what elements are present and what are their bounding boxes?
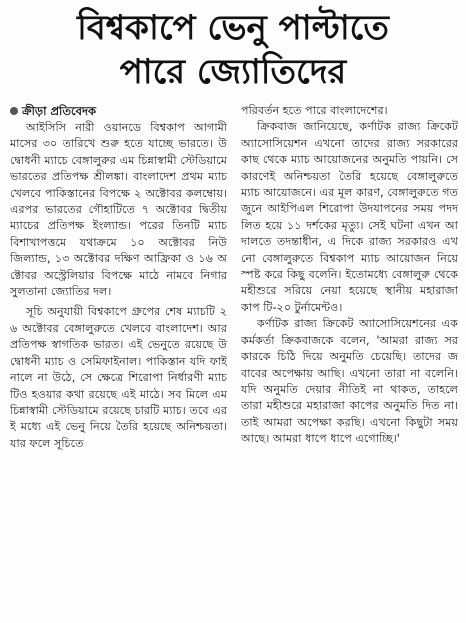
left-column	[10, 103, 227, 617]
byline	[10, 103, 227, 119]
headline-line-1: বিশ্বকাপে ভেনু পাল্টাতে	[77, 8, 389, 48]
article-body	[10, 103, 458, 617]
paragraph: কর্ণাটক রাজ্য ক্রিকেট অ্যাসোসিয়েশনের এক কর্মকর্তা ক্রিকবাজকে বলেন, 'আমরা রাজ্য সরকারকে চিঠি দিয়ে অনুমতি চেয়েছি। তাদের জবাবের অপেক্ষায় আছি। এখনো তারা না বলেনি। যদি অনুমতি দেয়ার নীতিই না থাকত, তাহলে তারা মহীশুরে মহারাজা কাপের অনুমতি দিত না। তাই আমরা অপেক্ষা করছি। এখনো কিছুটা সময় আছে। আমরা ধাপে ধাপে এগোচ্ছি।'	[241, 317, 458, 446]
bullet-icon	[10, 107, 18, 115]
paragraph-continuation: পরিবর্তন হতে পারে বাংলাদেশের।	[241, 104, 388, 117]
byline-text: ক্রীড়া প্রতিবেদক	[22, 104, 97, 118]
right-column	[241, 103, 458, 617]
headline-line-2: পারে জ্যোতিদের	[119, 52, 347, 92]
paragraph: সূচি অনুযায়ী বিশ্বকাপে গ্রুপের শেষ ম্যাচটি ২৬ অক্টোবর বেঙ্গালুরুতে খেলবে বাংলাদেশ। আর প্রতিপক্ষ স্বাগতিক ভারত। এই ভেনুতে রয়েছে উদ্বোধনী ম্যাচ ও সেমিফাইনাল। পাকিস্তান যদি ফাইনালে না উঠে, সে ক্ষেত্রে শিরোপা নির্ধারণী ম্যাচটিও হওয়ার কথা রয়েছে এই মাঠে। সব মিলে এম চিন্নাস্বামী স্টেডিয়ামে রয়েছে চারটি ম্যাচ। তবে এরই মধ্যে এই ভেনু নিয়ে তৈরি হয়েছে অনিশ্চয়তা। যার ফলে সূচিতে	[10, 305, 227, 450]
paragraph: আইসিসি নারী ওয়ানডে বিশ্বকাপ আগামী মাসের ৩০ তারিখে শুরু হতে যাচ্ছে ভারতে। উদ্বোধনী ম্যাচে বেঙ্গালুরুর এম চিন্নাস্বামী স্টেডিয়ামে ভারতের প্রতিপক্ষ শ্রীলঙ্কা। বাংলাদেশ প্রথম ম্যাচ খেলবে পাকিস্তানের বিপক্ষে ২ অক্টোবর কলম্বোয়। এরপর ভারতের গৌহাটিতে ৭ অক্টোবর দ্বিতীয় ম্যাচের প্রতিপক্ষ ইংল্যান্ড। পরের তিনটি ম্যাচ বিশাখাপত্তমে যথাক্রমে ১০ অক্টোবর নিউজিল্যান্ড, ১৩ অক্টোবর দক্ষিণ আফ্রিকা ও ১৬ অক্টোবর অস্ট্রেলিয়ার বিপক্ষে মাঠে নামবে নিগার সুলতানা জ্যোতির দল।	[10, 121, 227, 299]
headline	[10, 6, 456, 94]
paragraph: ক্রিকবাজ জানিয়েছে, কর্ণাটক রাজ্য ক্রিকেট অ্যাসোসিয়েশন এখনো তাদের রাজ্য সরকারের কাছ থেকে ম্যাচ আয়োজনের অনুমতি পায়নি। সে কারণেই অনিশ্চয়তা তৈরি হয়েছে বেঙ্গালুরুতে ম্যাচ আয়োজনে। এর মূল কারণ, বেঙ্গালুরুতে গত জুনে আইপিএল শিরোপা উদযাপনের সময় পদদলিত হয়ে ১১ দর্শকের মৃত্যু। সেই ঘটনা এখন আদালতে তদন্তাধীন, এ দিকে রাজ্য সরকারও এখনো বেঙ্গালুরুতে বিশ্বকাপ ম্যাচ আয়োজন নিয়ে স্পষ্ট করে কিছু বলেনি। ইতোমধ্যে বেঙ্গালুরু থেকে মহীশুরে সরিয়ে নেয়া হয়েছে স্থানীয় মহারাজা কাপ টি-২০ টুর্নামেন্টও।	[241, 120, 458, 314]
